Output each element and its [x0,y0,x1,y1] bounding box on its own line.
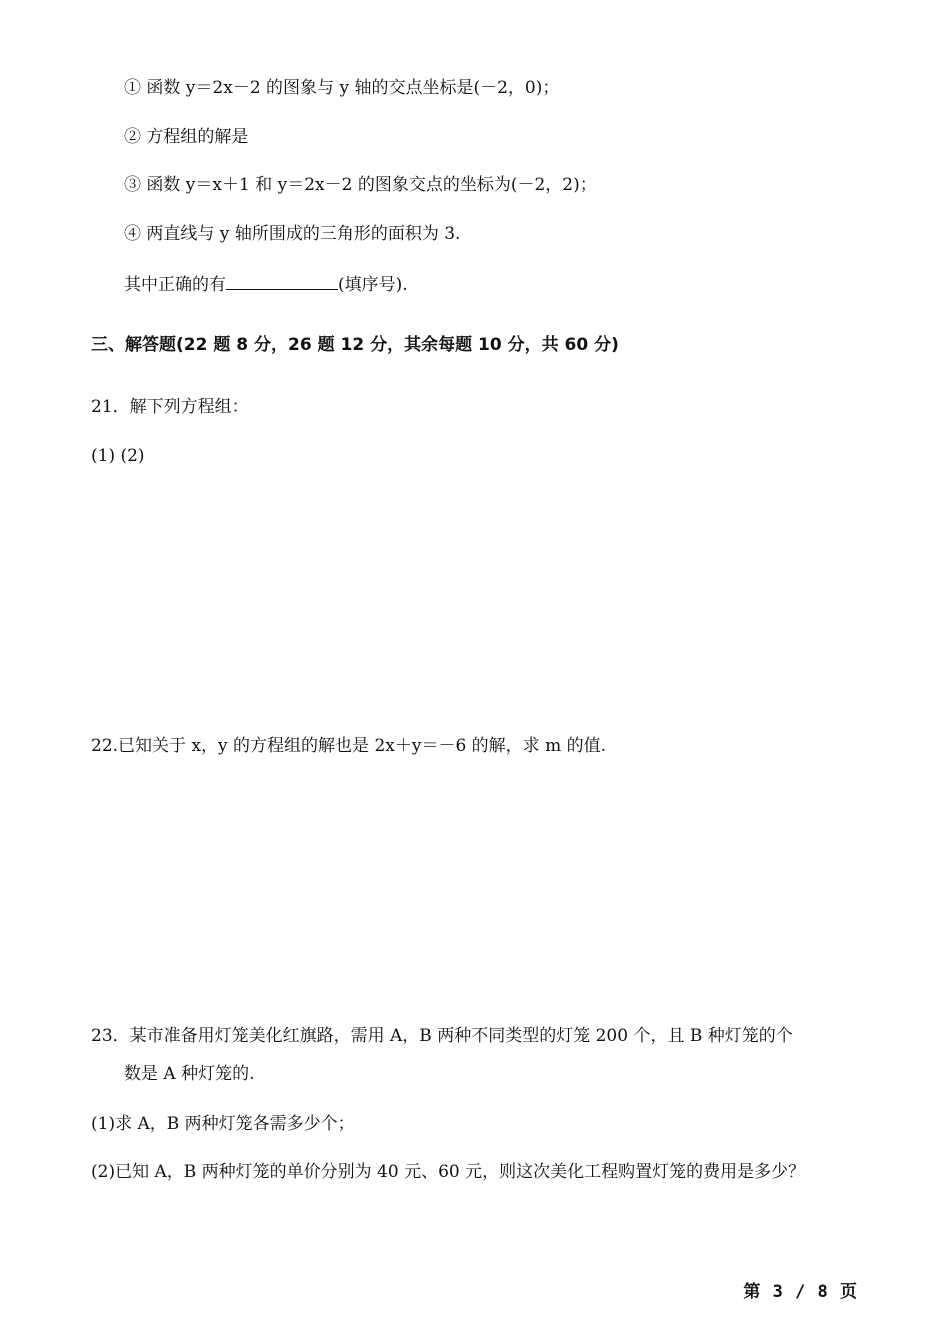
fill-in-line [124,271,408,297]
fill-in-prefix: 其中正确的有 [124,275,226,295]
question-23-stem-line2: 数是 A 种灯笼的. [124,1064,255,1084]
statement-4: ④ 两直线与 y 轴所围成的三角形的面积为 3. [124,224,461,244]
page-number: 第 3 / 8 页 [743,1282,858,1302]
question-22-stem: 22.已知关于 x，y 的方程组的解也是 2x＋y＝－6 的解，求 m 的值. [91,736,606,756]
answer-blank [226,271,338,290]
fill-in-suffix: (填序号). [338,275,408,295]
question-21-parts: (1) (2) [91,446,145,466]
statement-3: ③ 函数 y＝x＋1 和 y＝2x－2 的图象交点的坐标为(－2，2)； [124,175,597,195]
section-3-title: 三、解答题(22 题 8 分，26 题 12 分，其余每题 10 分，共 60 分) [91,335,619,355]
statement-2: ② 方程组的解是 [124,127,249,147]
question-23-part-1: (1)求 A，B 两种灯笼各需多少个； [91,1114,355,1134]
question-21-stem: 21．解下列方程组： [91,397,249,417]
question-23-part-2: (2)已知 A，B 两种灯笼的单价分别为 40 元、60 元，则这次美化工程购置灯笼的费用是多少？ [91,1162,806,1182]
question-23-stem-line1: 23．某市准备用灯笼美化红旗路，需用 A，B 两种不同类型的灯笼 200 个，且 B 种灯笼的个 [91,1026,793,1046]
statement-1: ① 函数 y＝2x－2 的图象与 y 轴的交点坐标是(－2，0)； [124,78,560,98]
